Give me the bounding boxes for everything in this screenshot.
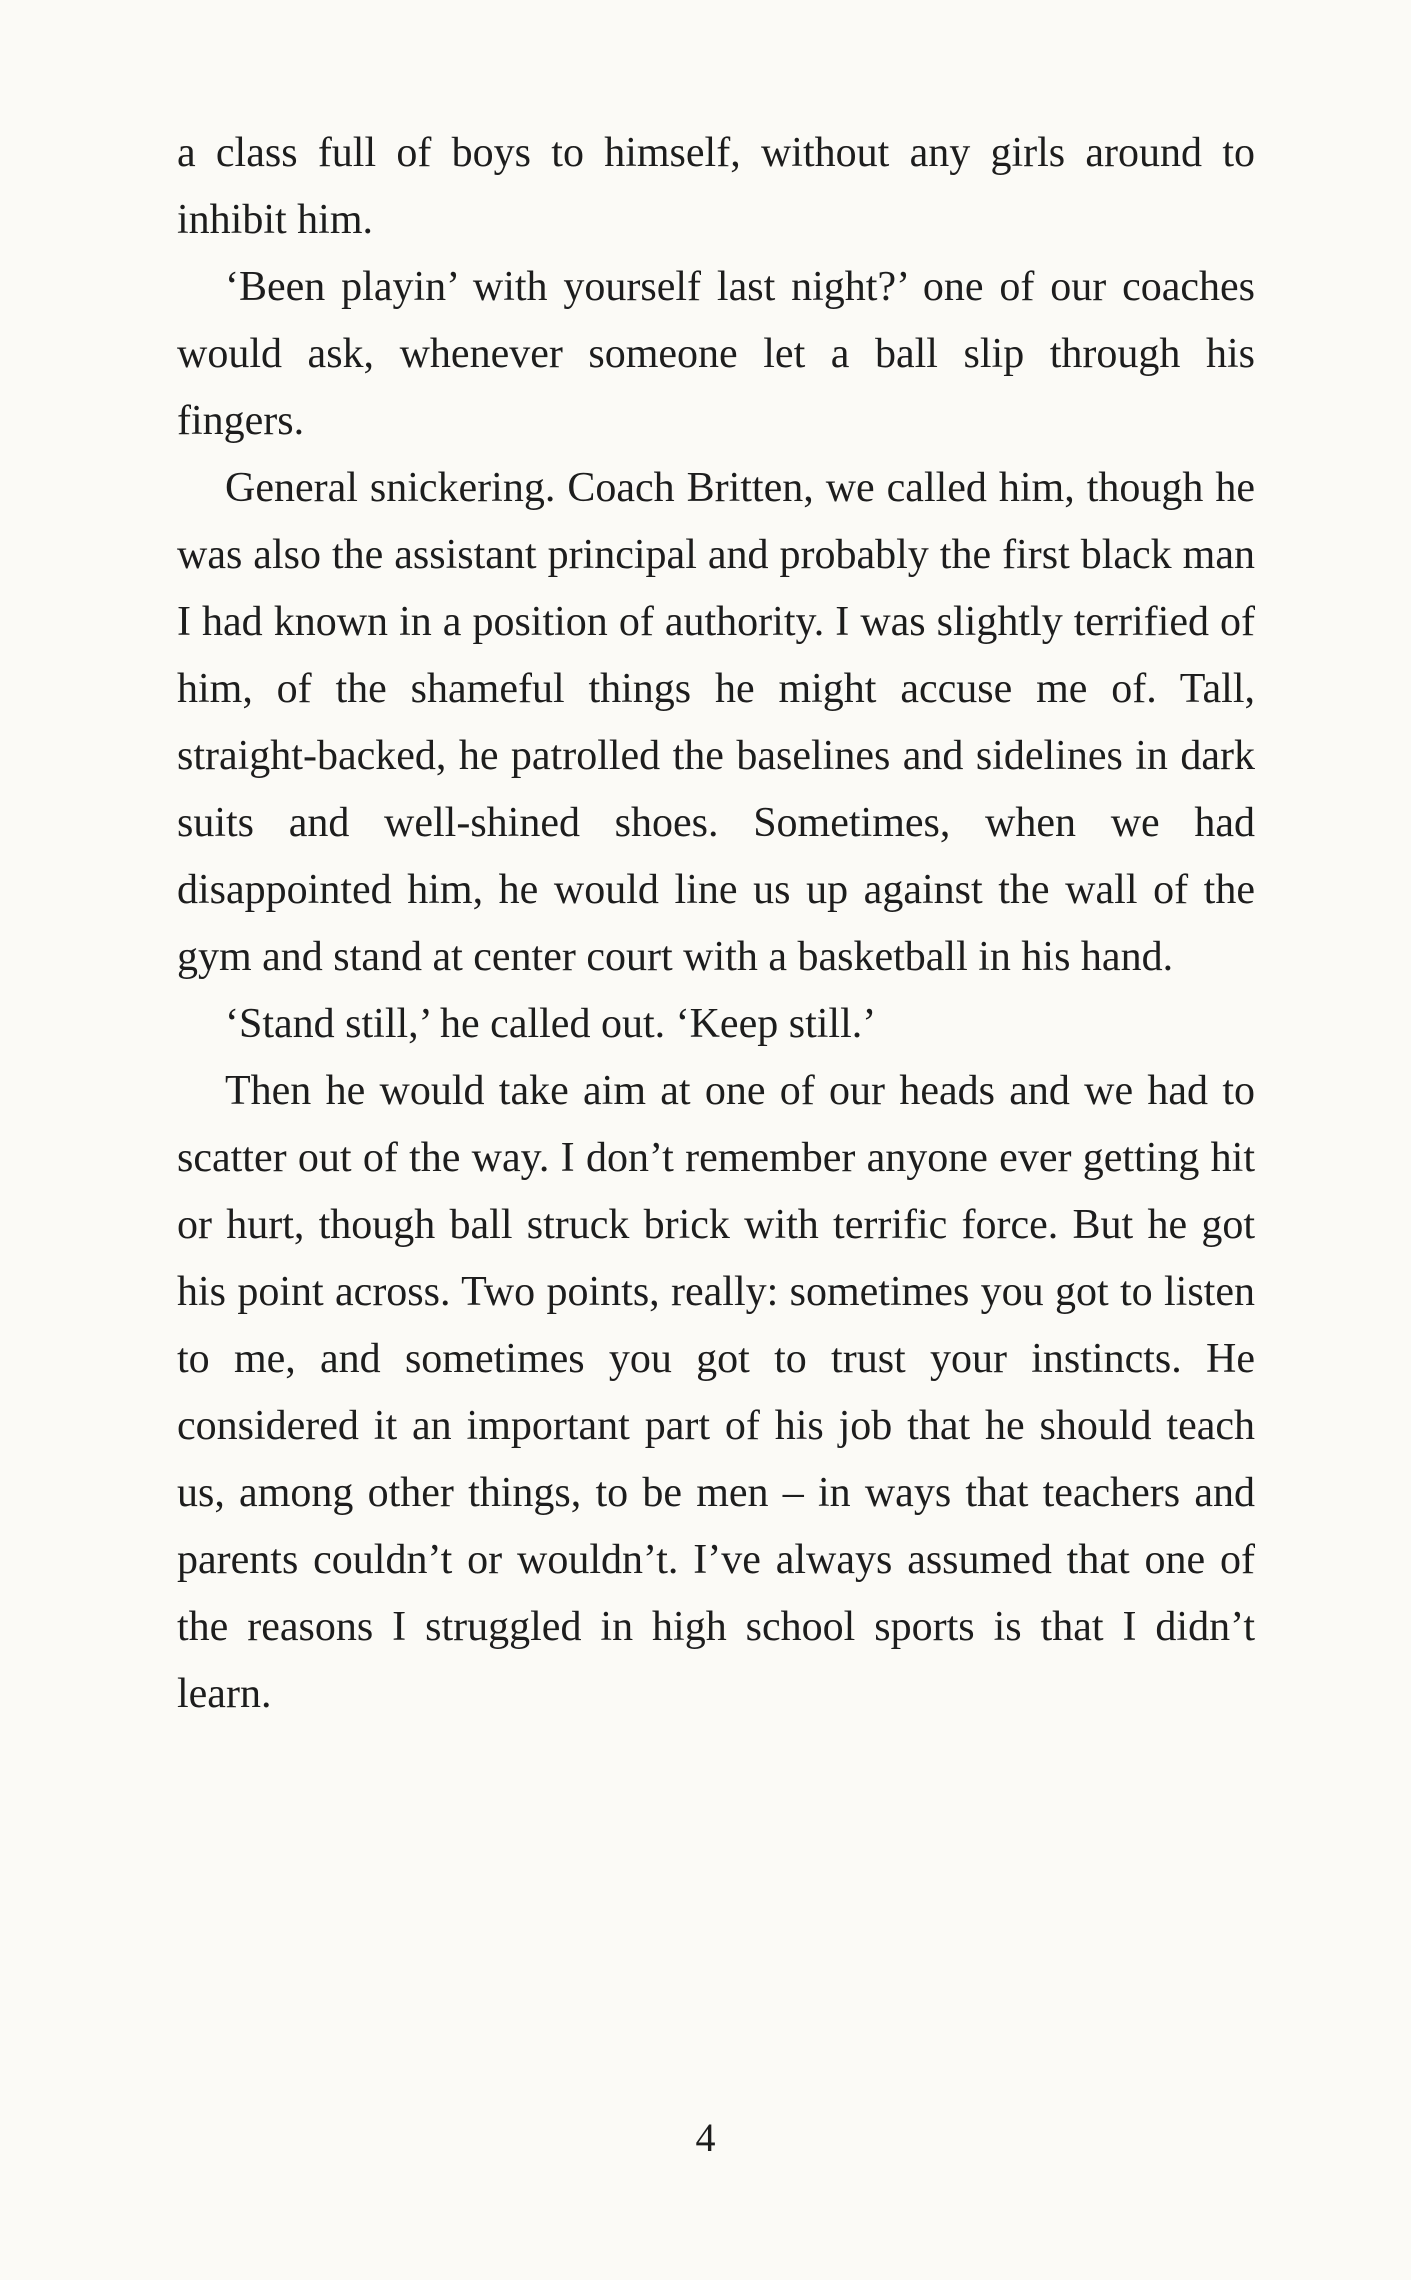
paragraph-5: Then he would take aim at one of our heads and we had to scatter out of the way. I don’t remember anyone ever getting hit or hurt, though ball struck brick with terrific force. But he got his point across. Two points, really: sometimes you got to listen to me, and sometimes you got to trust your instincts. He considered it an important part of his job that he should teach us, among other things, to be men – in ways that teachers and parents couldn’t or wouldn’t. I’ve always assumed that one of the reasons I struggled in high school sports is that I didn’t learn. <box>177 1068 1255 1717</box>
paragraph-1: a class full of boys to himself, without any girls around to inhibit him. <box>177 130 1255 243</box>
paragraph-2: ‘Been playin’ with yourself last night?’ one of our coaches would ask, whenever someone let a ball slip through his fingers. <box>177 264 1255 444</box>
paragraph-4: ‘Stand still,’ he called out. ‘Keep still.’ <box>225 1001 877 1047</box>
body-text <box>177 120 1255 1728</box>
paragraph-3: General snickering. Coach Britten, we called him, though he was also the assistant principal and probably the first black man I had known in a position of authority. I was slightly terrified of him, of the shameful things he might accuse me of. Tall, straight-backed, he patrolled the baselines and sidelines in dark suits and well-shined shoes. Sometimes, when we had disappointed him, he would line us up against the wall of the gym and stand at center court with a basketball in his hand. <box>177 465 1255 980</box>
page-number: 4 <box>695 2115 716 2160</box>
